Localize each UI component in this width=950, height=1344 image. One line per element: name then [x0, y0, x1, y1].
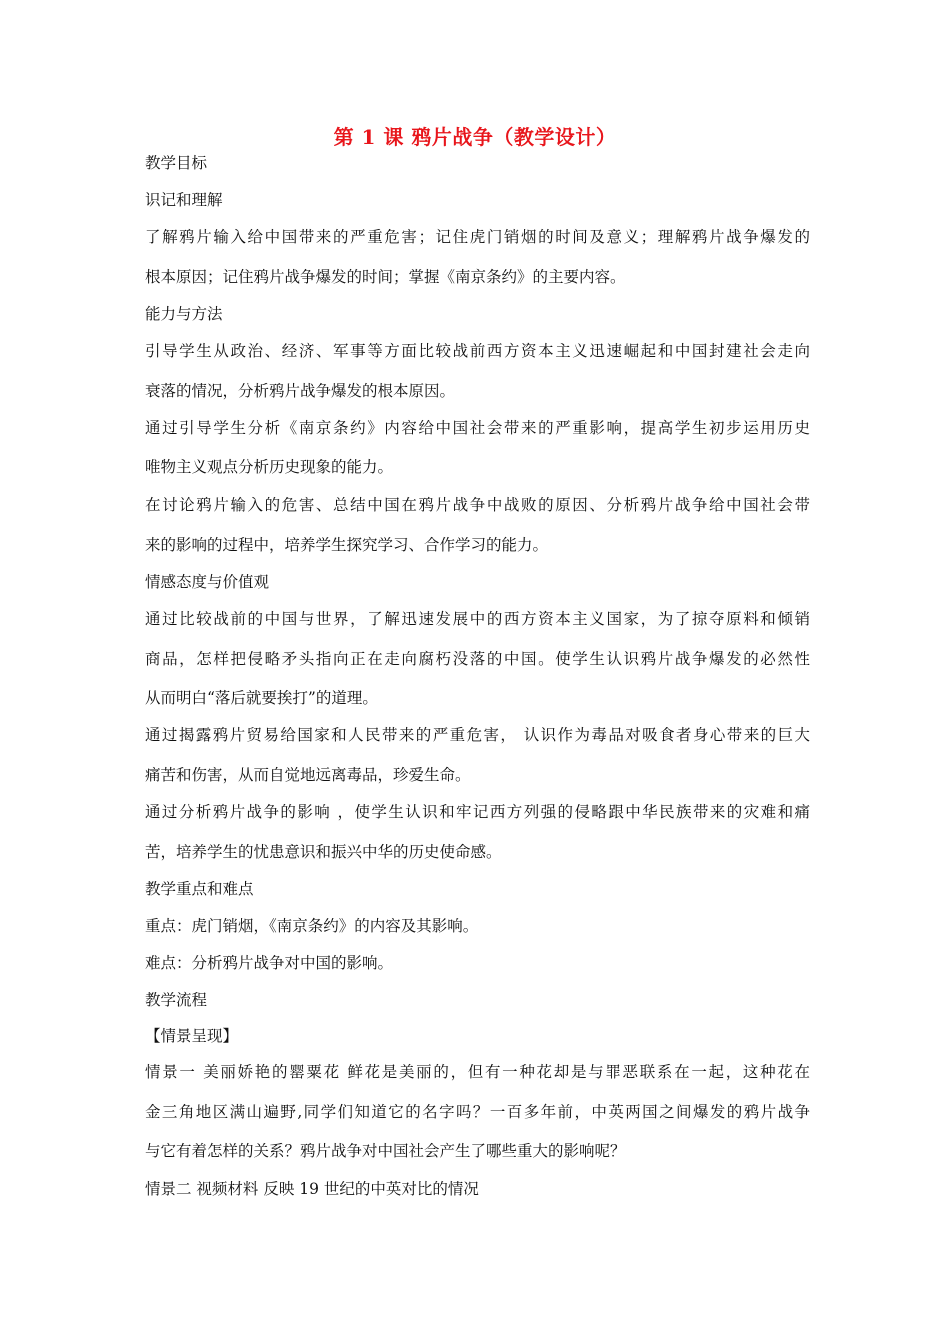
paragraph-line: 通过分析鸦片战争的影响 ，使学生认识和牢记西方列强的侵略跟中华民族带来的灾难和痛	[145, 803, 810, 821]
paragraph-line: 通过揭露鸦片贸易给国家和人民带来的严重危害， 认识作为毒品对吸食者身心带来的巨大	[145, 726, 810, 744]
paragraph-line: 唯物主义观点分析历史现象的能力。	[145, 458, 394, 476]
paragraph-line: 引导学生从政治、经济、军事等方面比较战前西方资本主义迅速崛起和中国封建社会走向	[145, 342, 810, 360]
paragraph-line: 从而明白“落后就要挨打”的道理。	[145, 689, 378, 707]
heading-teaching-goals: 教学目标	[145, 154, 208, 172]
paragraph-line: 来的影响的过程中，培养学生探究学习、合作学习的能力。	[145, 536, 549, 554]
paragraph-line: 情景二 视频材料 反映 19 世纪的中英对比的情况	[145, 1180, 479, 1198]
paragraph-line: 苦，培养学生的忧患意识和振兴中华的历史使命感。	[145, 843, 502, 861]
section-label-scenario: 【情景呈现】	[145, 1027, 239, 1045]
subheading-ability: 能力与方法	[145, 305, 223, 323]
heading-key-points: 教学重点和难点	[145, 880, 254, 898]
subheading-knowledge: 识记和理解	[145, 191, 223, 209]
paragraph-line: 金三角地区满山遍野,同学们知道它的名字吗？一百多年前，中英两国之间爆发的鸦片战争	[145, 1103, 810, 1121]
paragraph-line: 根本原因；记住鸦片战争爆发的时间；掌握《南京条约》的主要内容。	[145, 268, 626, 286]
paragraph-line: 通过引导学生分析《南京条约》内容给中国社会带来的严重影响，提高学生初步运用历史	[145, 419, 810, 437]
paragraph-line: 了解鸦片输入给中国带来的严重危害；记住虎门销烟的时间及意义；理解鸦片战争爆发的	[145, 228, 810, 246]
heading-teaching-process: 教学流程	[145, 991, 208, 1009]
paragraph-line: 通过比较战前的中国与世界，了解迅速发展中的西方资本主义国家，为了掠夺原料和倾销	[145, 610, 810, 628]
subheading-attitude: 情感态度与价值观	[145, 573, 270, 591]
paragraph-line: 在讨论鸦片输入的危害、总结中国在鸦片战争中战败的原因、分析鸦片战争给中国社会带	[145, 496, 810, 514]
paragraph-line: 商品，怎样把侵略矛头指向正在走向腐朽没落的中国。使学生认识鸦片战争爆发的必然性	[145, 650, 810, 668]
paragraph-line: 痛苦和伤害，从而自觉地远离毒品，珍爱生命。	[145, 766, 471, 784]
paragraph-line: 与它有着怎样的关系？鸦片战争对中国社会产生了哪些重大的影响呢？	[145, 1142, 626, 1160]
paragraph-line: 情景一 美丽娇艳的罂粟花 鲜花是美丽的，但有一种花却是与罪恶联系在一起，这种花在	[145, 1063, 810, 1081]
paragraph-line: 衰落的情况，分析鸦片战争爆发的根本原因。	[145, 382, 456, 400]
paragraph-line: 难点：分析鸦片战争对中国的影响。	[145, 954, 394, 972]
paragraph-line: 重点：虎门销烟，《南京条约》的内容及其影响。	[145, 917, 479, 935]
document-title: 第 1 课 鸦片战争（教学设计）	[333, 125, 617, 149]
